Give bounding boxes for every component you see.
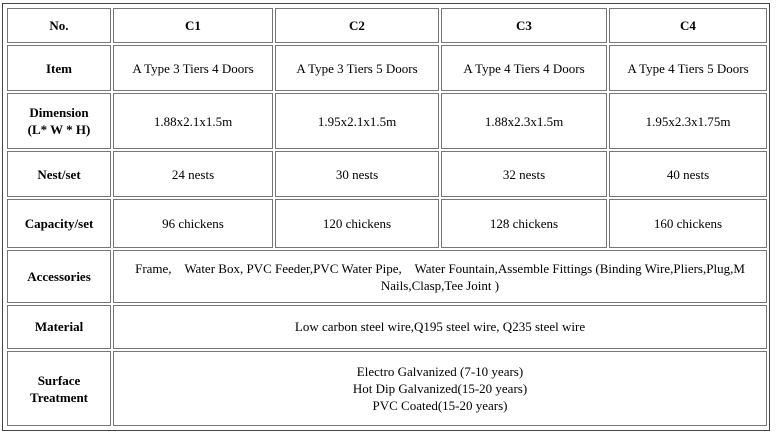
dimension-label-line2: (L* W * H) <box>27 122 91 138</box>
capacity-c3: 128 chickens <box>441 199 607 248</box>
header-row <box>7 8 767 43</box>
item-label: Item <box>7 45 111 90</box>
dimension-label <box>7 93 111 150</box>
dimension-c3: 1.88x2.3x1.5m <box>441 93 607 150</box>
nest-label: Nest/set <box>7 151 111 196</box>
column-header-c4: C4 <box>609 8 767 43</box>
dimension-label-line1: Dimension <box>29 105 89 121</box>
item-c3: A Type 4 Tiers 4 Doors <box>441 45 607 90</box>
capacity-label: Capacity/set <box>7 199 111 248</box>
nest-c2: 30 nests <box>275 151 439 196</box>
nest-c4: 40 nests <box>609 151 767 196</box>
column-header-c2: C2 <box>275 8 439 43</box>
dimension-row <box>7 93 767 150</box>
item-c1: A Type 3 Tiers 4 Doors <box>113 45 273 90</box>
surface-label <box>7 351 111 426</box>
spec-table-frame <box>2 3 770 431</box>
accessories-label: Accessories <box>7 250 111 303</box>
nest-c3: 32 nests <box>441 151 607 196</box>
material-label: Material <box>7 305 111 349</box>
column-header-c3: C3 <box>441 8 607 43</box>
surface-line-1: Electro Galvanized (7-10 years) <box>356 364 524 380</box>
capacity-c4: 160 chickens <box>609 199 767 248</box>
surface-row <box>7 351 767 426</box>
item-row <box>7 45 767 90</box>
spec-table <box>5 6 769 428</box>
accessories-row <box>7 250 767 303</box>
dimension-c4: 1.95x2.3x1.75m <box>609 93 767 150</box>
item-c4: A Type 4 Tiers 5 Doors <box>609 45 767 90</box>
item-c2: A Type 3 Tiers 5 Doors <box>275 45 439 90</box>
surface-line-3: PVC Coated(15-20 years) <box>372 398 508 414</box>
nest-row <box>7 151 767 196</box>
dimension-c2: 1.95x2.1x1.5m <box>275 93 439 150</box>
no-header: No. <box>7 8 111 43</box>
surface-label-line2: Treatment <box>30 389 88 405</box>
capacity-c1: 96 chickens <box>113 199 273 248</box>
surface-label-line1: Surface <box>37 372 81 388</box>
capacity-row <box>7 199 767 248</box>
surface-line-2: Hot Dip Galvanized(15-20 years) <box>352 381 528 397</box>
surface-value <box>113 351 767 426</box>
dimension-c1: 1.88x2.1x1.5m <box>113 93 273 150</box>
column-header-c1: C1 <box>113 8 273 43</box>
accessories-value: Frame, Water Box, PVC Feeder,PVC Water Pipe, Water Fountain,Assemble Fittings (Binding Wire,Pliers,Plug,M Nails,Clasp,Tee Joint ) <box>113 250 767 303</box>
material-value: Low carbon steel wire,Q195 steel wire, Q235 steel wire <box>113 305 767 349</box>
nest-c1: 24 nests <box>113 151 273 196</box>
material-row <box>7 305 767 349</box>
capacity-c2: 120 chickens <box>275 199 439 248</box>
